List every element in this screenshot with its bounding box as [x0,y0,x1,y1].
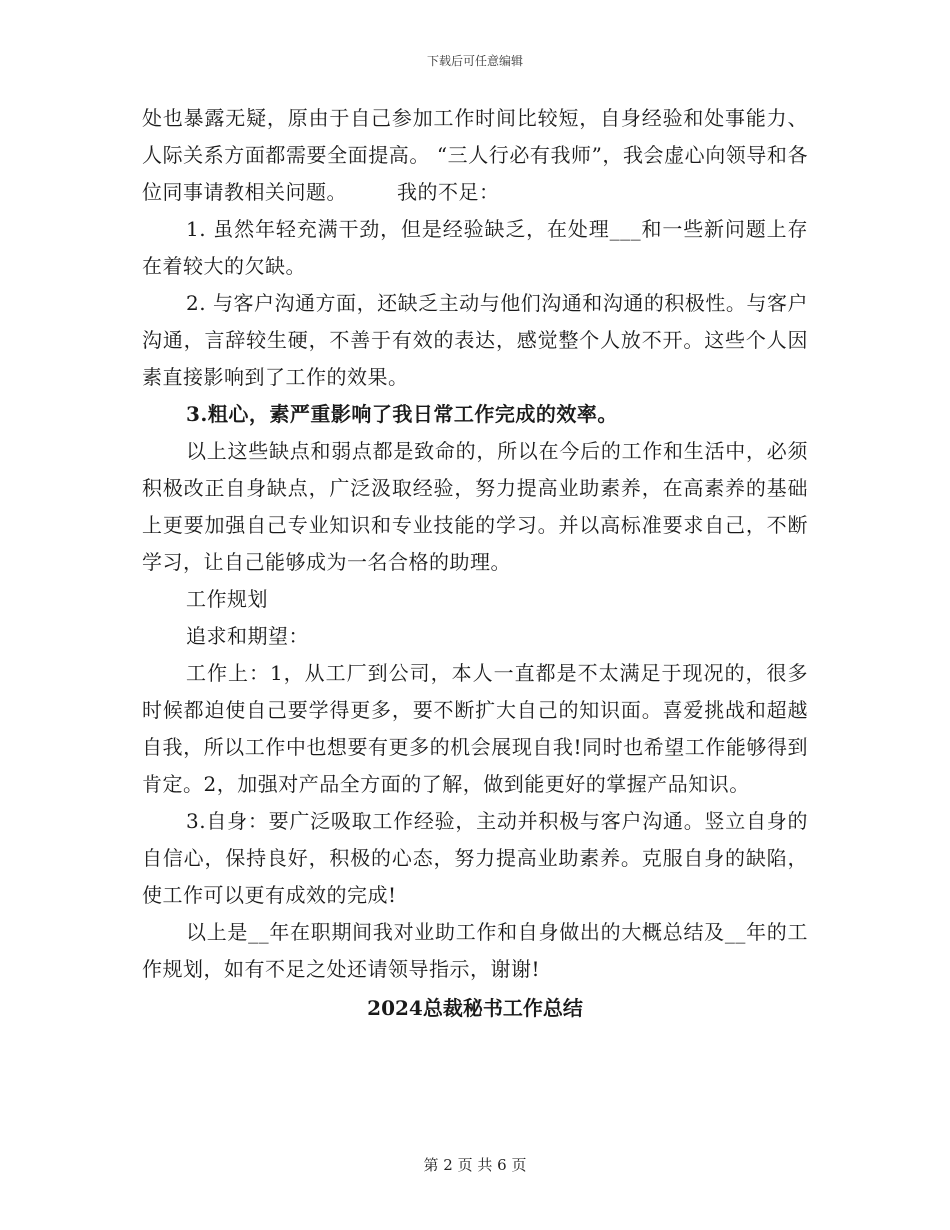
document-body [142,100,808,1027]
next-document-title: 2024总裁秘书工作总结 [367,996,583,1020]
paragraph-4: 3.粗心，素严重影响了我日常工作完成的效率。 [186,402,618,426]
page-footer-number: 第 2 页 共 6 页 [423,1156,527,1174]
paragraph-1-text: 处也暴露无疑，原由于自己参加工作时间比较短，自身经验和处事能力、人际关系方面都需要全面提高。 “三人行必有我师”，我会虚心向领导和各位同事请教相关问题。 [142,106,808,204]
paragraph-1 [142,100,808,211]
paragraph-1-tail: 我的不足： [397,180,500,204]
paragraph-7: 追求和期望： [186,624,309,648]
page-header-note: 下载后可任意编辑 [426,54,523,68]
paragraph-2: 1. 虽然年轻充满干劲，但是经验缺乏，在处理___和一些新问题上存在着较大的欠缺。 [142,217,808,278]
paragraph-3: 2. 与客户沟通方面，还缺乏主动与他们沟通和沟通的积极性。与客户沟通，言辞较生硬，不善于有效的表达，感觉整个人放不开。这些个人因素直接影响到了工作的效果。 [142,291,808,389]
paragraph-8: 工作上：1，从工厂到公司，本人一直都是不太满足于现况的，很多时候都迫使自己要学得更多，要不断扩大自己的知识面。喜爱挑战和超越自我，所以工作中也想要有更多的机会展现自我!同时也希望工作能够得到肯定。2，加强对产品全方面的了解，做到能更好的掌握产品知识。 [142,661,808,796]
paragraph-9: 3.自身：要广泛吸取工作经验，主动并积极与客户沟通。竖立自身的自信心，保持良好，积极的心态，努力提高业助素养。克服自身的缺陷，使工作可以更有成效的完成! [142,809,808,907]
paragraph-5: 以上这些缺点和弱点都是致命的，所以在今后的工作和生活中，必须积极改正自身缺点，广泛汲取经验，努力提高业助素养，在高素养的基础上更要加强自己专业知识和专业技能的学习。并以高标准要求自己，不断学习，让自己能够成为一名合格的助理。 [142,439,808,574]
paragraph-10: 以上是__年在职期间我对业助工作和自身做出的大概总结及__年的工作规划，如有不足之处还请领导指示，谢谢! [142,920,808,981]
section-heading-work-plan: 工作规划 [186,587,268,611]
